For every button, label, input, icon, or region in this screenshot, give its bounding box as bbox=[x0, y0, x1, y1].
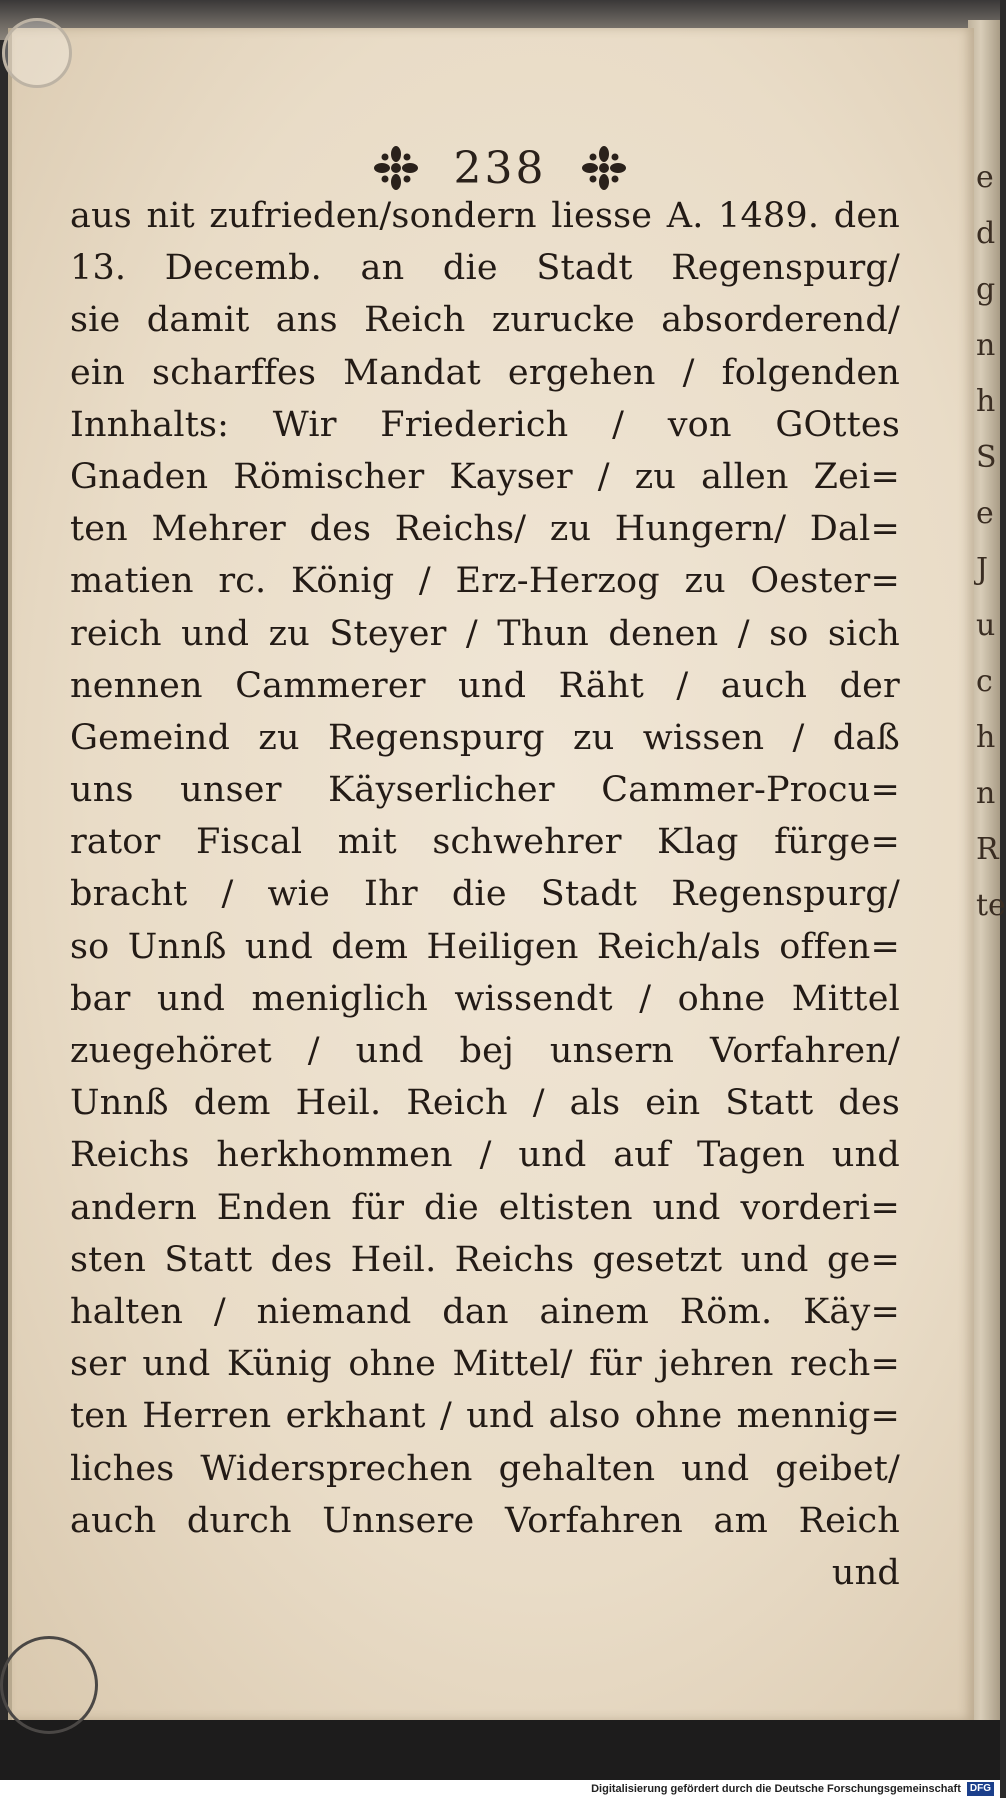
facing-page-fragment: J bbox=[976, 552, 989, 587]
text-line: auch durch Unnsere Vorfahren am Reich bbox=[70, 1500, 900, 1541]
text-line: Gemeind zu Regenspurg zu wissen / daß bbox=[70, 717, 900, 758]
facing-page-fragment: d bbox=[976, 216, 996, 251]
text-line: ser und Künig ohne Mittel/ für jehren rech= bbox=[70, 1344, 900, 1385]
dfg-logo-icon: DFG bbox=[967, 1782, 994, 1796]
text-line: uns unser Käyserlicher Cammer-Procu= bbox=[70, 770, 900, 811]
scan-bottom-band bbox=[0, 1720, 1000, 1780]
facing-page-fragment: g bbox=[976, 272, 996, 307]
digitization-footer bbox=[0, 1780, 1000, 1798]
page-number: 238 bbox=[453, 142, 547, 194]
page-header bbox=[330, 138, 670, 198]
scan-clip-circle-bottom bbox=[0, 1636, 98, 1734]
text-line: bracht / wie Ihr die Stadt Regenspurg/ bbox=[70, 874, 900, 915]
facing-page-fragment: te bbox=[976, 888, 1006, 923]
facing-page-fragment: n bbox=[976, 328, 996, 363]
text-line: rator Fiscal mit schwehrer Klag fürge= bbox=[70, 822, 900, 863]
text-line: matien rc. König / Erz-Herzog zu Oester= bbox=[70, 561, 900, 602]
text-line: halten / niemand dan ainem Röm. Käy= bbox=[70, 1291, 900, 1332]
fleuron-ornament-icon bbox=[372, 144, 420, 192]
fleuron-ornament-icon bbox=[580, 144, 628, 192]
text-line: sten Statt des Heil. Reichs gesetzt und ge= bbox=[70, 1239, 900, 1280]
catchword: und bbox=[831, 1552, 900, 1593]
text-line: Reichs herkhommen / und auf Tagen und bbox=[70, 1135, 900, 1176]
body-text bbox=[70, 190, 900, 1599]
text-line: ten Mehrer des Reichs/ zu Hungern/ Dal= bbox=[70, 509, 900, 550]
text-line: Gnaden Römischer Kayser / zu allen Zei= bbox=[70, 456, 900, 497]
text-line: bar und meniglich wissendt / ohne Mittel bbox=[70, 978, 900, 1019]
footer-credit: Digitalisierung gefördert durch die Deutsche Forschungsgemeinschaft bbox=[591, 1783, 961, 1795]
facing-page-fragment: e bbox=[976, 160, 994, 195]
text-line: liches Widersprechen gehalten und geibet/ bbox=[70, 1448, 900, 1489]
facing-page-fragment: u bbox=[976, 608, 996, 643]
text-line: Unnß dem Heil. Reich / als ein Statt des bbox=[70, 1083, 900, 1124]
text-line: ein scharffes Mandat ergehen / folgenden bbox=[70, 352, 900, 393]
text-line: so Unnß und dem Heiligen Reich/als offen= bbox=[70, 926, 900, 967]
text-line: reich und zu Steyer / Thun denen / so sich bbox=[70, 613, 900, 654]
facing-page-fragment: h bbox=[976, 720, 996, 755]
facing-page-fragment: h bbox=[976, 384, 996, 419]
text-line: Innhalts: Wir Friederich / von GOttes bbox=[70, 404, 900, 445]
scan-clip-circle-top bbox=[2, 18, 72, 88]
facing-page-fragment: n bbox=[976, 776, 996, 811]
text-line: 13. Decemb. an die Stadt Regenspurg/ bbox=[70, 248, 900, 289]
facing-page-fragment: c bbox=[976, 664, 993, 699]
text-line: ten Herren erkhant / und also ohne mennig= bbox=[70, 1396, 900, 1437]
facing-page-fragment: R bbox=[976, 832, 999, 867]
text-line: zuegehöret / und bej unsern Vorfahren/ bbox=[70, 1031, 900, 1071]
text-line: sie damit ans Reich zurucke absorderend/ bbox=[70, 300, 900, 341]
facing-page-fragment: S bbox=[976, 440, 997, 475]
facing-page-fragments bbox=[976, 150, 1006, 1600]
facing-page-fragment: e bbox=[976, 496, 994, 531]
text-line: aus nit zufrieden/sondern liesse A. 1489. den bbox=[70, 196, 900, 236]
text-line: andern Enden für die eltisten und vorderi= bbox=[70, 1187, 900, 1228]
text-line: nennen Cammerer und Räht / auch der bbox=[70, 665, 900, 706]
